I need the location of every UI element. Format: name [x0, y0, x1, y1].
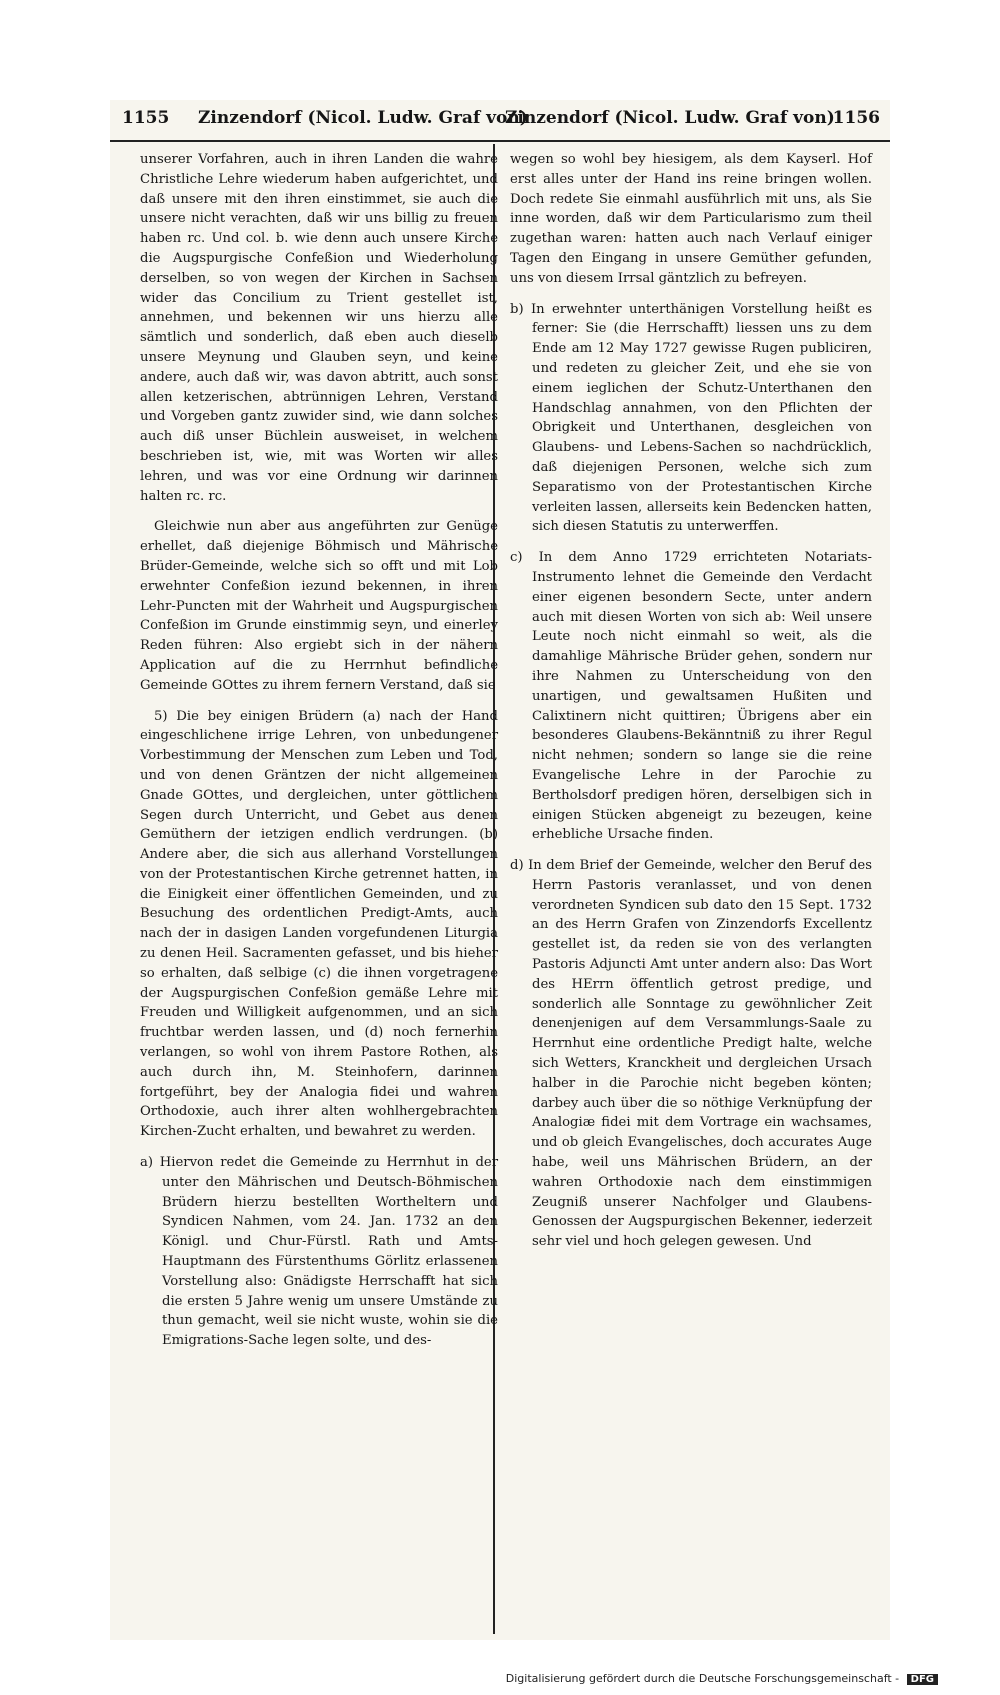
- header-rule: [110, 140, 890, 142]
- left-paragraph-2: Gleichwie nun aber aus angeführten zur Genüge erhellet, daß diejenige Böhmisch und Mährische Brüder-Gemeinde, welche sich so offt und mit Lob erwehnter Confeßion iezund bekennen, in ihren Lehr-Puncten mit der Wahrheit und Augspurgischen Confeßion im Grunde einstimmig seyn, und einerley Reden führen: Also ergiebt sich in der nähern Application auf die zu Herrnhut befindliche Gemeinde GOttes zu ihrem fernern Verstand, daß sie: [140, 519, 498, 693]
- dfg-logo: DFG: [907, 1674, 938, 1685]
- right-running-title: Zinzendorf (Nicol. Ludw. Graf von): [505, 108, 835, 128]
- left-paragraph-3: 5) Die bey einigen Brüdern (a) nach der Hand eingeschlichene irrige Lehren, von unbedungener Vorbestimmung der Menschen zum Leben und Tod, und von denen Gräntzen der nicht allgemeinen Gnade GOttes, und dergleichen, unter göttlichem Segen durch Unterricht, und Gebet aus denen Gemüthern der ietzigen endlich verdrungen. (b) Andere aber, die sich aus allerhand Vorstellungen von der Protestantischen Kirche getrennet hatten, in die Einigkeit einer öffentlichen Gemeinden, und zu Besuchung des ordentlichen Predigt-Amts, auch nach der in dasigen Landen vorgefundenen Liturgia zu denen Heil. Sacramenten gefasset, und bis hieher so erhalten, daß selbige (c) die ihnen vorgetragene der Augspurgischen Confeßion gemäße Lehre mit Freuden und Willigkeit aufgenommen, und an sich fruchtbar werden lassen, und (d) noch fernerhin verlangen, so wohl von ihrem Pastore Rothen, als auch durch ihn, M. Steinhofern, darinnen fortgeführt, bey der Analogia fidei und wahren Orthodoxie, auch ihrer alten wohlhergebrachten Kirchen-Zucht erhalten, und bewahret zu werden.: [140, 708, 498, 1140]
- footnote-b: b) In erwehnter unterthänigen Vorstellung heißt es ferner: Sie (die Herrschafft) liessen uns zu dem Ende am 12 May 1727 gewisse Rugen publiciren, und redeten zu gleicher Zeit, und ehe sie von einem ieglichen der Schutz-Unterthanen den Handschlag annahmen, von den Pflichten der Obrigkeit und Unterthanen, desgleichen von Glaubens- und Lebens-Sachen so nachdrücklich, daß diejenigen Personen, welche sich zum Separatismo von der Protestantischen Kirche verleiten lassen, allerseits kein Bedencken hatten, sich diesen Statutis zu unterwerffen.: [510, 301, 872, 535]
- left-paragraph-1: unserer Vorfahren, auch in ihren Landen die wahre Christliche Lehre wiederum haben aufgerichtet, und daß unsere mit den ihren einstimmet, sie auch die unsere nicht verachten, daß wir uns billig zu freuen haben rc. Und col. b. wie denn auch unsere Kirche die Augspurgische Confeßion und Wiederholung derselben, so von wegen der Kirchen in Sachsen wider das Concilium zu Trient gestellet ist, annehmen, und bekennen wir uns hierzu alle sämtlich und sonderlich, daß eben auch dieselb unsere Meynung und Glauben seyn, und keine andere, auch daß wir, was davon abtritt, auch sonst allen ketzerischen, abtrünnigen Lehren, Verstand und Vorgeben gantz zuwider sind, wie dann solches auch diß unser Büchlein ausweiset, in welchem beschrieben ist, wie, mit was Worten wir alles lehren, und was vor eine Ordnung wir darinnen halten rc. rc.: [140, 152, 498, 504]
- footnote-c: c) In dem Anno 1729 errichteten Notariats-Instrumento lehnet die Gemeinde den Verdacht einer eigenen besondern Secte, unter andern auch mit diesen Worten von sich ab: Weil unsere Leute noch nicht einmahl so weit, als die damahlige Mährische Brüder gehen, sondern nur ihre Nahmen zu Unterscheidung von den unartigen, und gewaltsamen Hußiten und Calixtinern nicht quittiren; Übrigens aber ein besonderes Glaubens-Bekänntniß zu ihrer Regul nicht nehmen; sondern so lange sie die reine Evangelische Lehre in der Parochie zu Bertholsdorf predigen hören, derselbigen sich in einigen Stücken abgeneigt zu bezeugen, keine erhebliche Ursache finden.: [510, 550, 872, 843]
- right-page-number: 1156: [832, 108, 880, 128]
- credit-text: Digitalisierung gefördert durch die Deutsche Forschungsgemeinschaft -: [505, 1672, 900, 1685]
- footnote-a: a) Hiervon redet die Gemeinde zu Herrnhut in der unter den Mährischen und Deutsch-Böhmischen Brüdern hierzu bestellten Wortheltern und Syndicen Nahmen, vom 24. Jan. 1732 an den Königl. und Chur-Fürstl. Rath und Amts-Hauptmann des Fürstenthums Görlitz erlassenen Vorstellung also: Gnädigste Herrschafft hat sich die ersten 5 Jahre wenig um unsere Umstände zu thun gemacht, weil sie nicht wuste, wohin sie die Emigrations-Sache legen solte, und des-: [140, 1155, 498, 1349]
- footnote-d: d) In dem Brief der Gemeinde, welcher den Beruf des Herrn Pastoris veranlasset, und von denen verordneten Syndicen sub dato den 15 Sept. 1732 an des Herrn Grafen von Zinzendorfs Excellentz gestellet ist, da reden sie von des verlangten Pastoris Adjuncti Amt unter andern also: Das Wort des HErrn öffentlich getrost predige, und sonderlich alle Sonntage zu gewöhnlicher Zeit denenjenigen auf dem Versammlungs-Saale zu Herrnhut eine ordentliche Predigt halte, welche sich Wetters, Kranckheit und dergleichen Ursach halber in die Parochie nicht begeben könten; darbey auch über die so nöthige Verknüpfung der Analogiæ fidei mit dem Vortrage ein wachsames, und ob gleich Evangelisches, doch accurates Auge habe, weil uns Mährischen Brüdern, an der wahren Orthodoxie nach dem einstimmigen Zeugniß unserer Nachfolger und Glaubens-Genossen der Augspurgischen Bekenner, iederzeit sehr viel und hoch gelegen gewesen. Und: [510, 858, 872, 1250]
- left-column: [140, 150, 498, 1362]
- left-page-number: 1155: [122, 108, 170, 128]
- digitization-credit: [506, 1672, 938, 1685]
- left-running-title: Zinzendorf (Nicol. Ludw. Graf von): [198, 108, 528, 128]
- scanned-page: [110, 100, 890, 1640]
- right-paragraph-1: wegen so wohl bey hiesigem, als dem Kayserl. Hof erst alles unter der Hand ins reine bringen wollen. Doch redete Sie einmahl ausführlich mit uns, als Sie inne worden, daß wir dem Particularismo zum theil zugethan waren: hatten auch nach Verlauf einiger Tagen den Eingang in unsere Gemüther gefunden, uns von diesem Irrsal gäntzlich zu befreyen.: [510, 152, 872, 286]
- right-column: [510, 150, 872, 1263]
